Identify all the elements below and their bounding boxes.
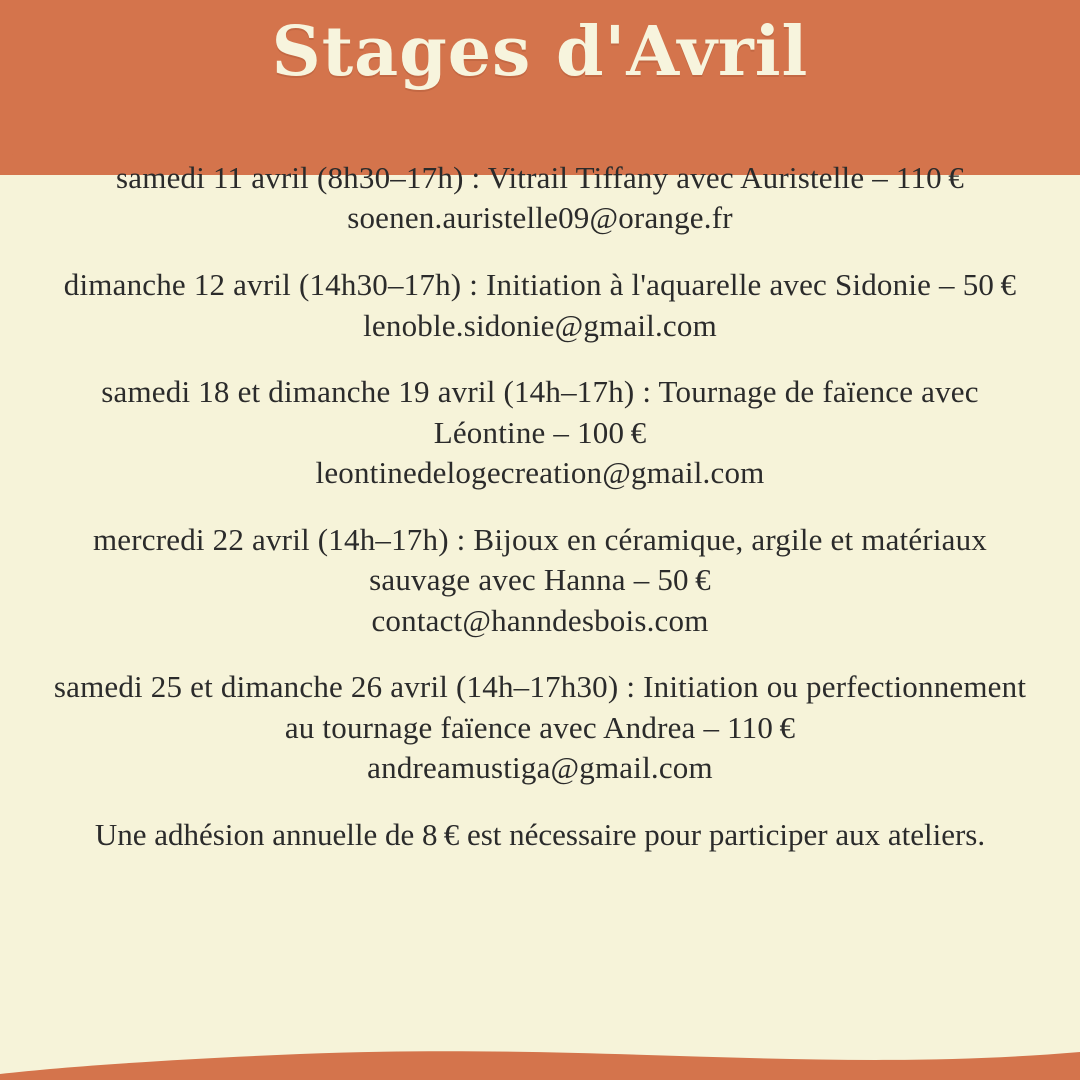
list-item: [24, 520, 1056, 642]
workshop-email[interactable]: andreamustiga@gmail.com: [367, 750, 713, 785]
workshop-description: samedi 25 et dimanche 26 avril (14h–17h30) : Initiation ou perfectionnement au tournage faïence avec Andrea – 110 €: [53, 669, 1027, 745]
list-item: [24, 372, 1056, 494]
workshop-description: samedi 18 et dimanche 19 avril (14h–17h) : Tournage de faïence avec Léontine – 100 €: [101, 374, 979, 450]
workshop-email[interactable]: contact@hanndesbois.com: [371, 602, 709, 638]
workshop-description: mercredi 22 avril (14h–17h) : Bijoux en céramique, argile et matériaux sauvage avec Hanna – 50 €: [92, 521, 988, 598]
list-item: [24, 667, 1056, 789]
workshop-description: samedi 11 avril (8h30–17h) : Vitrail Tiffany avec Auristelle – 110 €: [116, 160, 964, 195]
workshop-email[interactable]: soenen.auristelle09@orange.fr: [347, 200, 733, 236]
workshop-description: dimanche 12 avril (14h30–17h) : Initiation à l'aquarelle avec Sidonie – 50 €: [63, 267, 1017, 303]
membership-note: Une adhésion annuelle de 8 € est nécessaire pour participer aux ateliers.: [94, 816, 986, 852]
workshop-email[interactable]: leontinedelogecreation@gmail.com: [315, 455, 765, 490]
page-title: Stages d'Avril: [271, 12, 809, 92]
workshop-list: [0, 158, 1080, 856]
workshop-email[interactable]: lenoble.sidonie@gmail.com: [363, 307, 717, 343]
list-item: [24, 265, 1056, 346]
footer-curve-divider: [0, 1034, 1080, 1080]
list-item: [24, 158, 1056, 239]
